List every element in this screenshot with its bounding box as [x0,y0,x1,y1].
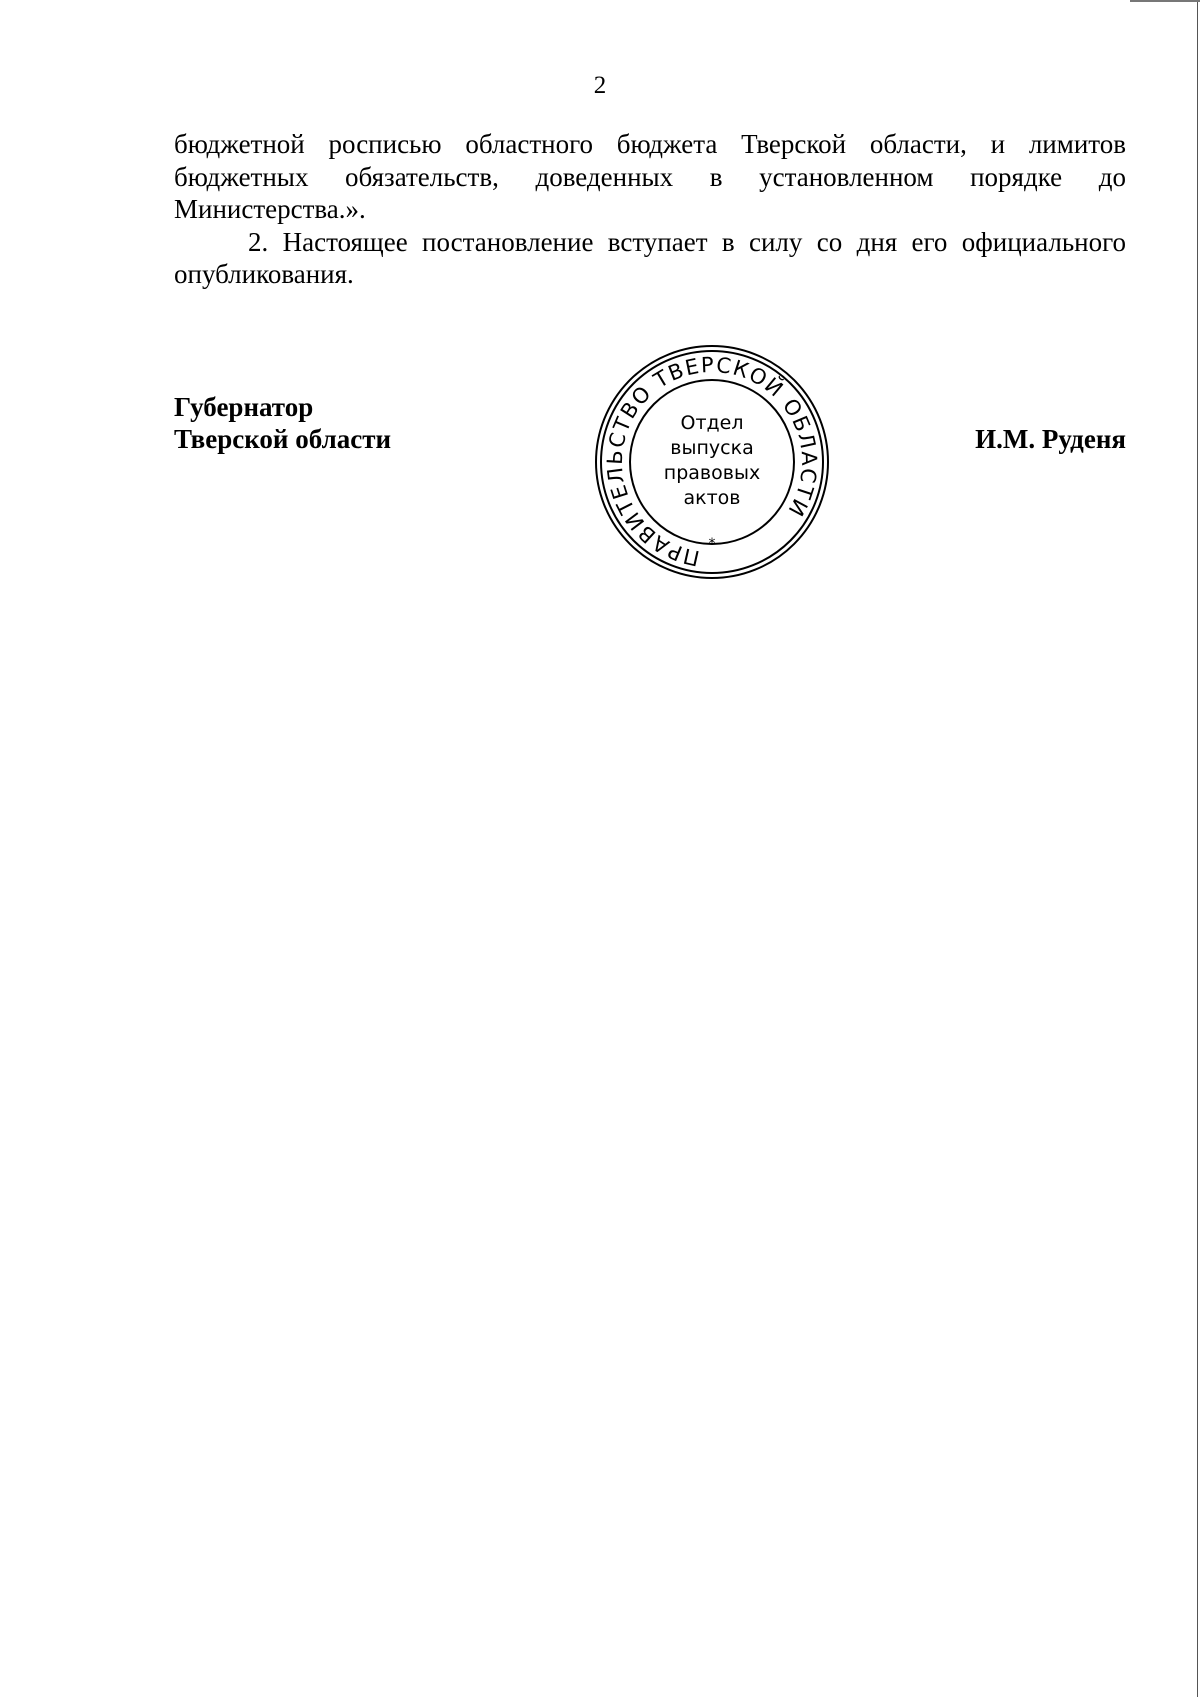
stamp-center-line3: правовых [663,462,761,484]
stamp-ring-text: ПРАВИТЕЛЬСТВО ТВЕРСКОЙ ОБЛАСТИ [602,352,822,571]
corner-mark [1130,0,1200,2]
signer-name: И.М. Руденя [975,424,1126,454]
paragraph-effective-date: 2. Настоящее постановление вступает в силу со дня его официального опубликования. [174,226,1126,289]
signer-title [174,391,391,455]
stamp-center-line2: выпуска [670,437,754,459]
page-number: 2 [593,72,607,99]
paragraph-continuation: бюджетной росписью областного бюджета Тверской области, и лимитов бюджетных обязательств, доведенных в установленном порядке до Министерства.». [174,129,1126,224]
document-body [174,128,1126,291]
page-edge-line [1197,0,1198,1697]
stamp-star: * [708,536,716,552]
stamp-center-line4: актов [683,487,741,509]
signer-title-line1: Губернатор [174,392,314,422]
signer-title-line2: Тверской области [174,424,392,454]
official-stamp [592,344,832,580]
stamp-seal [592,344,832,580]
stamp-center-line1: Отдел [680,412,744,434]
